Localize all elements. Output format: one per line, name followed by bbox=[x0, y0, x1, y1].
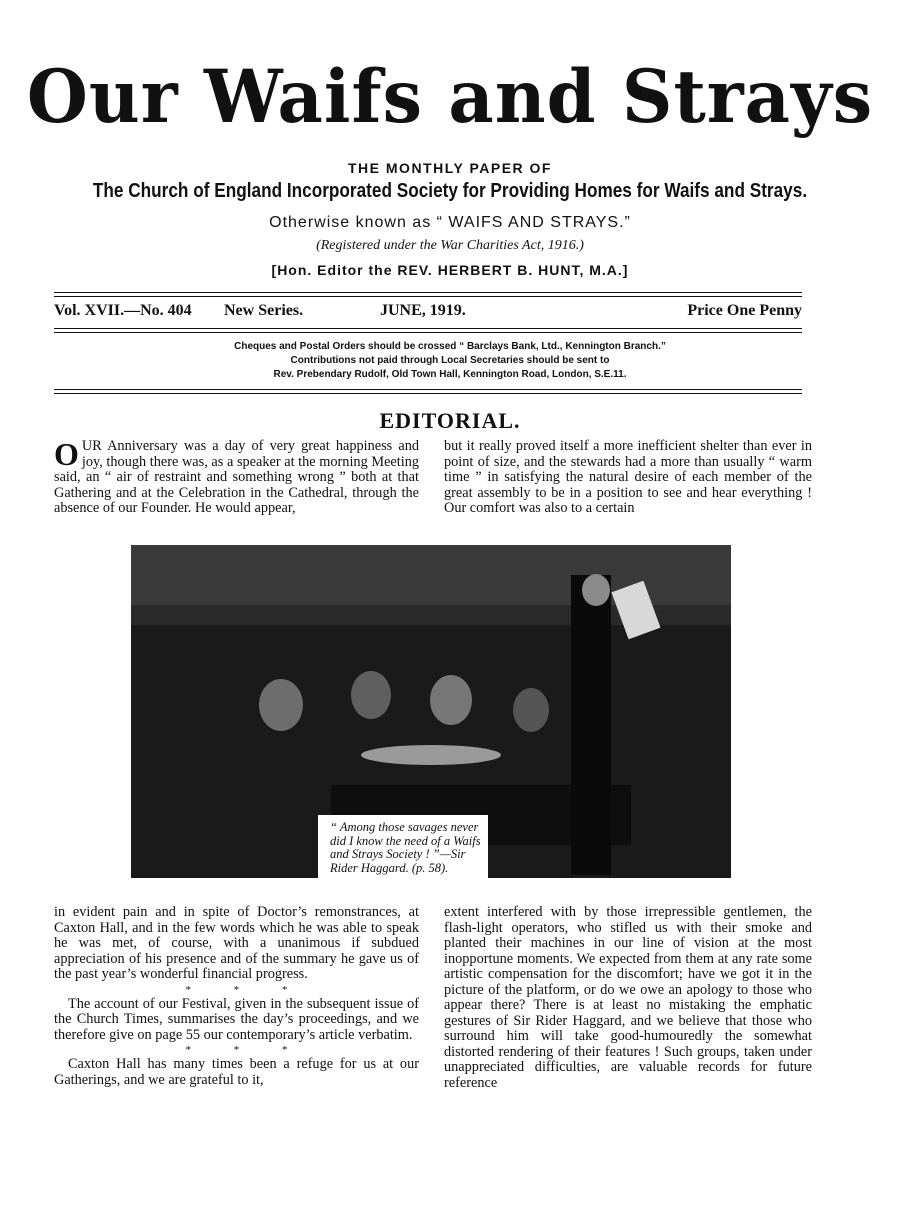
header-line-monthly-paper: THE MONTHLY PAPER OF bbox=[348, 160, 552, 176]
rule-mid-1 bbox=[54, 328, 802, 329]
header-line-editor: [Hon. Editor the REV. HERBERT B. HUNT, M.A.] bbox=[271, 262, 629, 278]
editorial-right-bottom bbox=[444, 905, 812, 1091]
editorial-left-bottom bbox=[54, 905, 419, 1088]
editorial-left-para-1: in evident pain and in spite of Doctor’s remonstrances, at Caxton Hall, and in the few words which he was able to speak he was met, of course, with a unanimous if subdued appreciation of his presence and of the summary he gave us of the past year’s wonderful financial progress. bbox=[54, 904, 419, 982]
notice-line-contributions: Contributions not paid through Local Secretaries should be sent to bbox=[290, 355, 610, 366]
issue-series: New Series. bbox=[224, 302, 304, 319]
drop-cap: O bbox=[54, 436, 79, 472]
editorial-right-top-text: but it really proved itself a more inefficient shelter than ever in point of size, and the stewards had a more than usually “ warm time ” in satisfying the natural desire of each member of the great assembly to be in a position to see and hear everything ! Our comfort was also to a certain bbox=[444, 438, 812, 516]
rule-bottom-1 bbox=[54, 389, 802, 390]
rule-mid-2 bbox=[54, 332, 802, 333]
editorial-left-para-2: The account of our Festival, given in the subsequent issue of the Church Times, summarises the day’s proceedings, and we therefore give on page 55 our contemporary’s article verbatim. bbox=[54, 995, 419, 1043]
notice-line-address: Rev. Prebendary Rudolf, Old Town Hall, Kennington Road, London, S.E.11. bbox=[273, 369, 627, 380]
section-stars-1: * * * bbox=[185, 983, 308, 996]
header-line-registered: (Registered under the War Charities Act, 1916.) bbox=[316, 238, 584, 253]
editorial-right-para-1: extent interfered with by those irrepressible gentlemen, the flash-light operators, who stifled us with their smoke and planted their machines in our line of vision at the most inopportune moments. We expected from them at any rate some artistic compensation for the discomfort; have we got it in the picture of the platform, or do we owe an apology to those who appear there? There is at least no mistaking the emphatic gestures of Sir Rider Haggard, and we believe that those who surround him will take good-humouredly the somewhat distorted rendering of their features ! Such groups, taken under unappreciated difficulties, are valuable records for future reference bbox=[444, 904, 812, 1091]
issue-info-bar bbox=[54, 302, 802, 324]
section-stars-2: * * * bbox=[185, 1044, 308, 1056]
rule-top-1 bbox=[54, 292, 802, 293]
issue-volume: Vol. XVII.—No. 404 bbox=[54, 302, 192, 319]
masthead-title: Our Waifs and Strays bbox=[26, 52, 874, 141]
caption-page-ref: (p. 58). bbox=[411, 860, 449, 875]
rule-bottom-2 bbox=[54, 393, 802, 394]
notice-line-cheques: Cheques and Postal Orders should be crossed “ Barclays Bank, Ltd., Kennington Branch.” bbox=[234, 341, 666, 352]
photo-caption bbox=[318, 815, 488, 891]
editorial-left-top bbox=[54, 436, 419, 517]
caption-quote: “ Among those savages never did I know the need of a Waifs and Strays Society ! ”—Sir Rider Haggard. bbox=[330, 820, 481, 875]
issue-date: JUNE, 1919. bbox=[380, 302, 466, 319]
editorial-left-top-text: UR Anniversary was a day of very great happiness and joy, though there was, as a speaker at the morning Meeting said, an “ air of restraint and something wrong ” both at that Gathering and at the Celebration in the Cathedral, through the absence of our Founder. He would appear, bbox=[54, 438, 419, 516]
editorial-right-top bbox=[444, 439, 812, 517]
editorial-left-para-3: Caxton Hall has many times been a refuge for us at our Gatherings, and we are grateful to it, bbox=[54, 1056, 419, 1088]
editorial-heading: EDITORIAL. bbox=[379, 408, 521, 433]
rule-top-2 bbox=[54, 296, 802, 297]
payment-notice bbox=[0, 340, 900, 382]
header-line-society: The Church of England Incorporated Society for Providing Homes for Waifs and Strays. bbox=[92, 180, 808, 202]
header-line-also-known: Otherwise known as “ WAIFS AND STRAYS.” bbox=[269, 214, 631, 231]
issue-price: Price One Penny bbox=[687, 302, 802, 319]
